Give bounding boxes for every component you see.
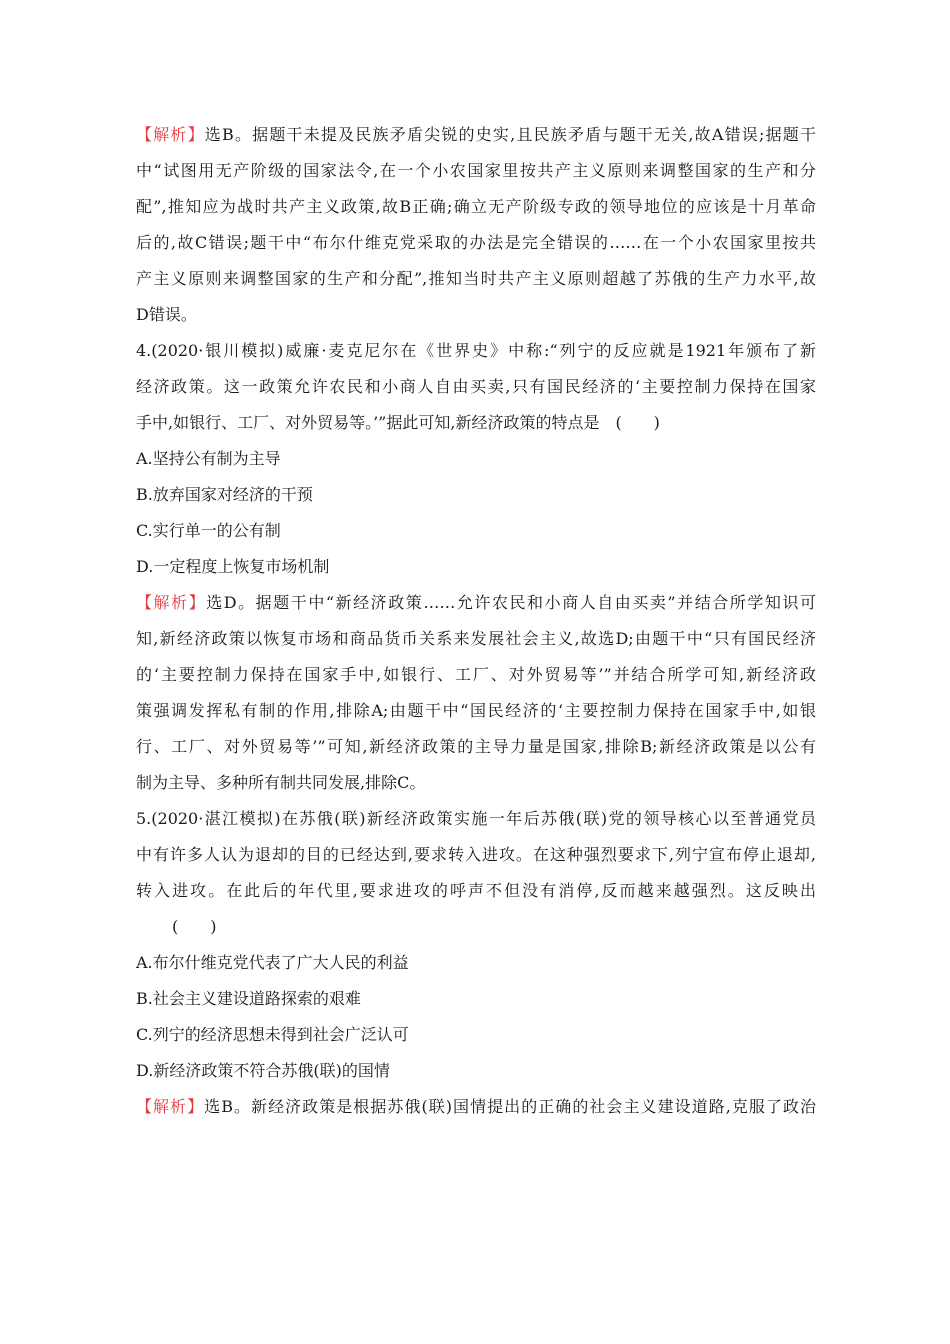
question-stem-line: 经济政策。这一政策允许农民和小商人自由买卖,只有国民经济的‘主要控制力保持在国家 <box>136 377 816 396</box>
text-line: D错误。 <box>136 305 197 324</box>
question-stem-line: 转入进攻。在此后的年代里,要求进攻的呼声不但没有消停,反而越来越强烈。这反映出 <box>136 881 816 900</box>
text-line: 的‘主要控制力保持在国家手中,如银行、工厂、对外贸易等’”并结合所学可知,新经济政 <box>136 665 816 684</box>
answer-blank: ( ) <box>172 917 217 936</box>
text-line: 策强调发挥私有制的作用,排除A;由题干中“国民经济的‘主要控制力保持在国家手中,如银 <box>136 701 816 720</box>
text-line: 配”,推知应为战时共产主义政策,故B正确;确立无产阶级专政的领导地位的应该是十月革命 <box>136 197 816 216</box>
option-a: A.坚持公有制为主导 <box>136 449 281 468</box>
text-line: 后的,故C错误;题干中“布尔什维克党采取的办法是完全错误的……在一个小农国家里按共 <box>136 233 816 252</box>
text-line: 产主义原则来调整国家的生产和分配”,推知当时共产主义原则超越了苏俄的生产力水平,故 <box>136 269 816 288</box>
option-b: B.社会主义建设道路探索的艰难 <box>136 989 361 1008</box>
option-c: C.实行单一的公有制 <box>136 521 281 540</box>
text-line: 【解析】选B。新经济政策是根据苏俄(联)国情提出的正确的社会主义建设道路,克服了政治 <box>136 1097 816 1116</box>
question-stem-line: 5.(2020·湛江模拟)在苏俄(联)新经济政策实施一年后苏俄(联)党的领导核心以至普通党员 <box>136 809 816 828</box>
text-line: 中“试图用无产阶级的国家法令,在一个小农国家里按共产主义原则来调整国家的生产和分 <box>136 161 816 180</box>
option-b: B.放弃国家对经济的干预 <box>136 485 313 504</box>
option-d: D.新经济政策不符合苏俄(联)的国情 <box>136 1061 390 1080</box>
text-line: 【解析】选B。据题干未提及民族矛盾尖锐的史实,且民族矛盾与题干无关,故A错误;据题干 <box>136 125 816 144</box>
text-line: 行、工厂、对外贸易等’”可知,新经济政策的主导力量是国家,排除B;新经济政策是以公有 <box>136 737 816 756</box>
question-stem-line: 4.(2020·银川模拟)威廉·麦克尼尔在《世界史》中称:“列宁的反应就是1921年颁布了新 <box>136 341 816 360</box>
question-stem-line: 手中,如银行、工厂、对外贸易等。’”据此可知,新经济政策的特点是 ( ) <box>136 413 660 432</box>
analysis-label: 【解析】 <box>136 1097 205 1116</box>
option-d: D.一定程度上恢复市场机制 <box>136 557 330 576</box>
text-line: 制为主导、多种所有制共同发展,排除C。 <box>136 773 426 792</box>
analysis-label: 【解析】 <box>136 593 207 612</box>
text-line: 【解析】选D。据题干中“新经济政策……允许农民和小商人自由买卖”并结合所学知识可 <box>136 593 816 612</box>
text-line: 知,新经济政策以恢复市场和商品货币关系来发展社会主义,故选D;由题干中“只有国民经济 <box>136 629 816 648</box>
option-a: A.布尔什维克党代表了广大人民的利益 <box>136 953 409 972</box>
question-stem-line: 中有许多人认为退却的目的已经达到,要求转入进攻。在这种强烈要求下,列宁宣布停止退却, <box>136 845 816 864</box>
option-c: C.列宁的经济思想未得到社会广泛认可 <box>136 1025 409 1044</box>
analysis-label: 【解析】 <box>136 125 205 144</box>
